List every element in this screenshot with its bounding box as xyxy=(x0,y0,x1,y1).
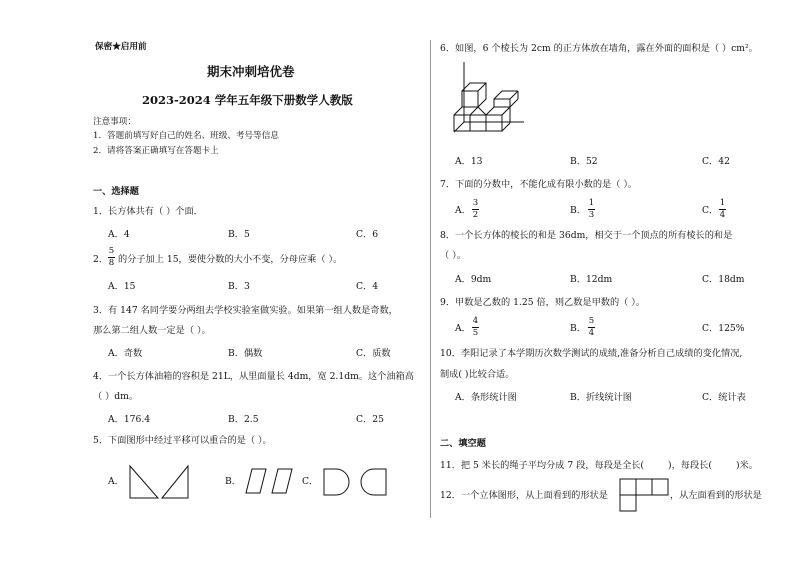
q6-option-c[interactable]: C．42 xyxy=(702,156,730,167)
question-9-stem: 9．甲数是乙数的 1.25 倍，则乙数是甲数的（ ）。 xyxy=(440,297,646,308)
q9-option-b[interactable]: B． xyxy=(570,323,586,334)
q11-blank-fraction[interactable] xyxy=(644,459,668,468)
q4-option-a[interactable]: A．176.4 xyxy=(108,414,151,425)
question-7-stem: 7．下面的分数中，不能化成有限小数的是（ ）。 xyxy=(440,179,638,190)
question-8-line2: （ ）。 xyxy=(440,250,466,261)
q7-option-c-fraction xyxy=(719,199,726,220)
note-item: 2．请将答案正确填写在答题卡上 xyxy=(93,146,219,156)
q6-option-b[interactable]: B．52 xyxy=(570,156,598,167)
q11-text-part3: )米。 xyxy=(735,460,758,471)
question-10-line2: 制成( )比较合适。 xyxy=(440,369,515,380)
q7-option-a-fraction xyxy=(472,199,479,220)
question-5-stem: 5．下面图形中经过平移可以重合的是（ ）。 xyxy=(93,435,272,446)
question-1-stem: 1．长方体共有（ ）个面． xyxy=(93,206,203,217)
q3-option-b[interactable]: B．偶数 xyxy=(228,348,263,359)
q7-option-b-fraction xyxy=(588,199,595,220)
confidential-label: 保密★启用前 xyxy=(95,42,147,52)
q8-option-b[interactable]: B．12dm xyxy=(570,274,613,285)
question-3-line1: 3．有 147 名同学要分两组去学校实验室做实验。如果第一组人数是奇数， xyxy=(93,305,398,316)
q5-option-a-triangles-figure xyxy=(128,464,192,500)
q12-top-view-figure xyxy=(619,478,669,512)
note-item: 1．答题前填写好自己的姓名、班级、考号等信息 xyxy=(93,131,279,141)
q6-option-a[interactable]: A．13 xyxy=(455,156,483,167)
section-fill-heading: 二、填空题 xyxy=(440,438,486,449)
question-4-line2: （ ）dm。 xyxy=(93,391,139,402)
question-2-number: 2． xyxy=(93,254,109,265)
q11-text-part1: 11．把 5 米长的绳子平均分成 7 段，每段是全长( xyxy=(440,460,645,471)
q7-c-numerator: 1 xyxy=(719,198,726,208)
q3-option-a[interactable]: A．奇数 xyxy=(108,348,143,359)
q4-option-b[interactable]: B．2.5 xyxy=(228,414,259,425)
q8-option-c[interactable]: C．18dm xyxy=(702,274,745,285)
q11-text-part2: )，每段长( xyxy=(668,460,712,471)
q4-option-c[interactable]: C．25 xyxy=(356,414,384,425)
section-choice-heading: 一、选择题 xyxy=(93,186,139,197)
notes-heading: 注意事项： xyxy=(93,117,136,127)
question-12-part1: 12．一个立体图形，从上面看到的形状是 xyxy=(440,490,608,501)
q7-option-b[interactable]: B． xyxy=(570,205,586,216)
q9-option-a-fraction xyxy=(472,317,479,338)
question-8-line1: 8．一个长方体的棱长的和是 36dm，相交于一个顶点的所有棱长的和是 xyxy=(440,230,733,241)
question-4-line1: 4．一个长方体油箱的容积是 21L，从里面量长 4dm，宽 2.1dm。这个油箱高 xyxy=(93,371,414,382)
q10-option-c[interactable]: C．统计表 xyxy=(702,392,746,403)
q2-option-c[interactable]: C．4 xyxy=(356,281,379,292)
q9-a-denominator: 5 xyxy=(472,328,479,338)
q9-b-denominator: 4 xyxy=(588,328,595,338)
q8-option-a[interactable]: A．9dm xyxy=(455,274,492,285)
exam-subtitle: 2023-2024 学年五年级下册数学人教版 xyxy=(142,93,353,107)
q7-b-numerator: 1 xyxy=(588,198,595,208)
question-2-stem: 的分子加上 15，要使分数的大小不变，分母应乘（ ）。 xyxy=(118,254,343,265)
question-12-part2: ，从左面看到的形状是 xyxy=(670,490,762,501)
q9-a-numerator: 4 xyxy=(472,316,479,326)
q2-fraction xyxy=(108,247,115,268)
q1-option-b[interactable]: B．5 xyxy=(228,229,250,240)
q11-blank-length[interactable] xyxy=(712,459,736,468)
q5-option-c[interactable]: C． xyxy=(302,476,319,487)
q7-c-denominator: 4 xyxy=(719,210,726,220)
q2-fraction-numerator: 5 xyxy=(108,246,115,256)
q9-b-numerator: 5 xyxy=(588,316,595,326)
q9-option-c[interactable]: C．125% xyxy=(702,323,745,334)
q5-option-a[interactable]: A． xyxy=(108,476,124,487)
q3-option-c[interactable]: C．质数 xyxy=(356,348,391,359)
question-11 xyxy=(440,459,758,472)
question-6-stem: 6．如图，6 个棱长为 2cm 的正方体放在墙角，露在外面的面积是（ ）cm²。 xyxy=(440,43,758,54)
q5-option-b[interactable]: B． xyxy=(225,476,241,487)
q5-option-b-parallelograms-figure xyxy=(244,468,296,494)
q7-option-c[interactable]: C． xyxy=(702,205,719,216)
q1-option-a[interactable]: A．4 xyxy=(108,229,130,240)
q7-b-denominator: 3 xyxy=(588,210,595,220)
q7-a-numerator: 3 xyxy=(472,198,479,208)
q2-fraction-denominator: 8 xyxy=(108,258,115,268)
q9-option-b-fraction xyxy=(588,317,595,338)
q2-option-b[interactable]: B．3 xyxy=(228,281,250,292)
q10-option-a[interactable]: A．条形统计图 xyxy=(455,392,517,403)
q7-option-a[interactable]: A． xyxy=(455,205,471,216)
q1-option-c[interactable]: C．6 xyxy=(356,229,379,240)
question-3-line2: 那么第二组人数一定是（ ）。 xyxy=(93,325,211,336)
question-10-line1: 10．李阳记录了本学期历次数学测试的成绩,准备分析自己成绩的变化情况, xyxy=(440,348,743,359)
column-divider xyxy=(430,40,431,518)
q7-a-denominator: 2 xyxy=(472,210,479,220)
q10-option-b[interactable]: B．折线统计图 xyxy=(570,392,632,403)
q6-cubes-figure xyxy=(450,60,530,145)
exam-title: 期末冲刺培优卷 xyxy=(207,64,295,79)
q5-option-c-semicircles-figure xyxy=(322,468,390,496)
q2-option-a[interactable]: A．15 xyxy=(108,281,136,292)
q9-option-a[interactable]: A． xyxy=(455,323,471,334)
